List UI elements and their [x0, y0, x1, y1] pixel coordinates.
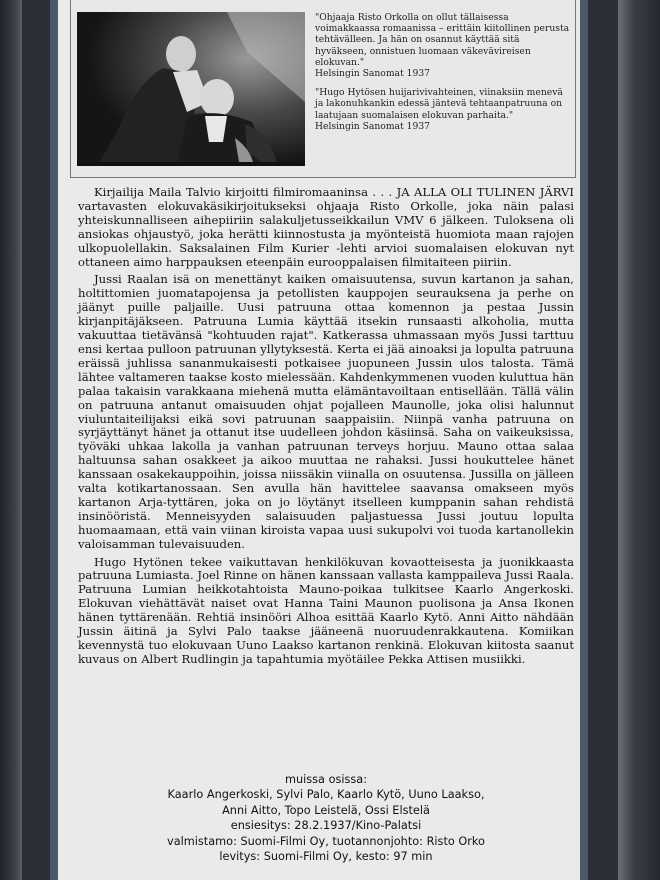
film-still-photo: [77, 12, 305, 166]
quote-box: [70, 0, 576, 178]
distribution-info: levitys: Suomi-Filmi Oy, kesto: 97 min: [219, 850, 433, 864]
cover-border-left: [50, 0, 58, 880]
review-quote: [315, 87, 571, 132]
review-quote: [315, 12, 571, 79]
cast-line: Anni Aitto, Topo Leistelä, Ossi Elstelä: [222, 803, 430, 817]
production-info: valmistamo: Suomi-Filmi Oy, tuotannonjohto: Risto Orko: [167, 834, 485, 848]
quote-source: Helsingin Sanomat 1937: [315, 120, 431, 132]
quote-source: Helsingin Sanomat 1937: [315, 68, 431, 80]
background-right: [618, 0, 660, 880]
premiere-info: ensiesitys: 28.2.1937/Kino-Palatsi: [230, 819, 422, 833]
credits-heading: muissa osissa:: [284, 773, 368, 786]
paragraph-cast: Hugo Hytönen tekee vaikuttavan henkilökuvan kovaotteisesta ja juonikkaasta patruuna Lumiasta. Joel Rinne on hänen kanssaan vallasta kamppaileva Jussi Raala. Patruuna Lumian heikkotahtoista Mauno-poikaa tulkitsee Kaarlo Angerkoski. Elokuvan viehättävät naiset ovat Hanna Taini Maunon puolisona ja Ansa Ikonen hänen tyttärenään. Rehtiä insinööri Alhoa esittää Kaarlo Kytö. Anni Aitto nähdään Jussin äitinä ja Sylvi Palo taakse jääneenä nuoruudenrakkautena. Komiikan kevennystä tuo elokuvaan Uuno Laakso kartanon renkinä. Elokuvan kiitosta saanut kuvaus on Albert Rudlingin ja tapahtumia myötäilee Pekka Attisen musiikki.: [78, 554, 574, 666]
paragraph-intro: Kirjailija Maila Talvio kirjoitti filmiromaaninsa . . . JA ALLA OLI TULINEN JÄRVI vartavasten elokuvakäsikirjoitukseksi ohjaaja Risto Orkolle, joka näin palasi yhteiskunnalliseen aihepiiriin salakuljetusseikkailun VMV 6 jälkeen. Tuloksena oli ansiokas ohjaustyö, joka herätti kiinnostusta ja myönteistä huomiota maan rajojen ulkopuolellakin. Saksalainen Film Kurier -lehti arvioi suomalaisen elokuvan nyt ottaneen aimo harppauksen eteenpäin eurooppalaisen filmitaiteen piiriin.: [78, 185, 574, 269]
quote-text: "Ohjaaja Risto Orkolla on ollut tällaisessa voimakkaassa romaanissa – erittäin kiitollinen perusta tehtävälleen. Ja hän on osannut käyttää sitä hyväkseen, onnistuen luomaan väkevävireisen elokuvan.": [315, 12, 570, 68]
background-left: [0, 0, 22, 880]
cover-border-right: [580, 0, 588, 880]
cast-line: Kaarlo Angerkoski, Sylvi Palo, Kaarlo Kytö, Uuno Laakso,: [167, 788, 485, 802]
credits-block: [78, 772, 574, 864]
review-quotes: [315, 12, 571, 140]
paragraph-plot: Jussi Raalan isä on menettänyt kaiken omaisuutensa, suvun kartanon ja sahan, holtittomien juomatapojensa ja petollisten kauppojen seurauksena ja perhe on jäänyt puille paljaille. Uusi patruuna ottaa komennon ja pestaa Jussin kirjanpitäjäkseen. Patruuna Lumia käyttää itsekin runsaasti alkoholia, mutta vakuuttaa tietävänsä "kohtuuden rajat". Katkerassa uhmassaan myös Jussi tarttuu ensi kertaa pulloon patruunan yllytyksestä. Kerta ei jää ainoaksi ja lopulta patruuna eräissä juhlissa sananmukaisesti potkaisee juopuneen Jussin ulos talosta. Tämä lähtee valtameren taakse kosto mielessään. Kahdenkymmenen vuoden kuluttua hän palaa takaisin varakkaana miehenä mutta elämäntavoiltaan entisellään. Tällä välin on patruuna antanut omaisuuden ohjat pojalleen Maunolle, joka olisi halunnut viuluntaiteilijaksi eikä sovi patruunan saappaisiin. Niinpä vanha patruuna on syrjäyttänyt hänet ja ottanut itse uudelleen johdon käsiinsä. Saha on vaikeuksissa, työväki uhkaa lakolla ja vanhan patruunan terveys horjuu. Mauno ottaa salaa haltuunsa sahan osakkeet ja aikoo muuttaa ne rahaksi. Jussi houkuttelee hänet kanssaan osakekauppoihin, joissa niissäkin viinalla on osuutensa. Jussilla on jälleen valta kotikartanossaan. Sen avulla hän havittelee saavansa omakseen myös kartanon Arja-tyttären, joka on jo löytänyt itselleen kumppanin sahan rehdistä insinööristä. Menneisyyden salaisuuden paljastuessa Jussi joutuu lopulta huomaamaan, että vain viinan kiroista vapaa uusi sukupolvi voi tuoda kartanollekin valoisamman tulevaisuuden.: [78, 272, 574, 551]
quote-text: "Hugo Hytösen huijarivivahteinen, viinaksiin menevä ja lakonuhkankin edessä jäntevä tehtaanpatruuna on laatujaan suomalaisen elokuvan parhaita.": [315, 87, 563, 121]
film-still-image: [77, 12, 305, 166]
description-text: [78, 186, 574, 671]
